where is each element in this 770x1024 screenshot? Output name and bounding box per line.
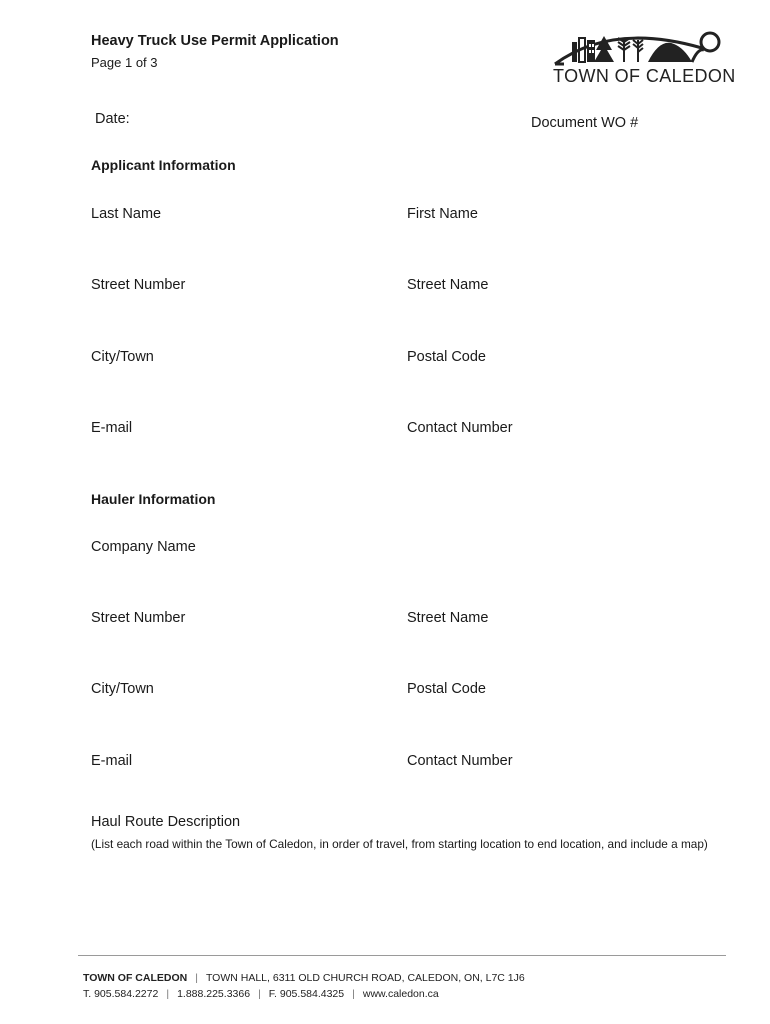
footer-toll-free: 1.888.225.3366: [177, 988, 251, 1000]
hauler-street-number-label: Street Number: [91, 610, 186, 626]
footer-org: TOWN OF CALEDON: [83, 972, 188, 984]
applicant-section-title: Applicant Information: [91, 157, 236, 173]
applicant-last-name-label: Last Name: [91, 206, 162, 222]
applicant-street-number-label: Street Number: [91, 277, 186, 293]
applicant-email-label: E-mail: [91, 420, 133, 436]
hauler-city-town-label: City/Town: [91, 681, 154, 697]
applicant-first-name-label: First Name: [407, 206, 478, 222]
footer-address: TOWN HALL, 6311 OLD CHURCH ROAD, CALEDON, ON, L7C 1J6: [205, 972, 525, 984]
document-title: Heavy Truck Use Permit Application: [91, 33, 339, 49]
footer-phone: T. 905.584.2272: [83, 988, 159, 1000]
footer-fax: F. 905.584.4325: [268, 988, 345, 1000]
applicant-city-town-label: City/Town: [91, 349, 154, 365]
applicant-contact-number-label: Contact Number: [407, 420, 513, 436]
applicant-street-name-label: Street Name: [407, 277, 489, 293]
hauler-postal-code-label: Postal Code: [407, 681, 486, 697]
haul-route-title: Haul Route Description: [91, 814, 241, 830]
hauler-street-name-label: Street Name: [407, 610, 489, 626]
hauler-company-name-label: Company Name: [91, 539, 196, 555]
page-number: Page 1 of 3: [91, 55, 158, 70]
applicant-postal-code-label: Postal Code: [407, 349, 486, 365]
document-wo-label: Document WO #: [531, 115, 639, 131]
footer-address-line: TOWN OF CALEDON | TOWN HALL, 6311 OLD CHURCH ROAD, CALEDON, ON, L7C 1J6: [83, 972, 525, 984]
haul-route-note: (List each road within the Town of Caledon, in order of travel, from starting location to end location, and include a map): [91, 837, 708, 851]
logo-text: TOWN OF CALEDON: [553, 66, 736, 86]
date-label: Date:: [95, 111, 130, 127]
footer-website-link[interactable]: www.caledon.ca: [362, 988, 439, 1000]
hauler-email-label: E-mail: [91, 753, 133, 769]
footer-divider: [78, 955, 726, 956]
hauler-contact-number-label: Contact Number: [407, 753, 513, 769]
footer-contact-line: T. 905.584.2272 | 1.888.225.3366 | F. 905.584.4325 | www.caledon.ca: [83, 988, 439, 1000]
hauler-section-title: Hauler Information: [91, 491, 216, 507]
